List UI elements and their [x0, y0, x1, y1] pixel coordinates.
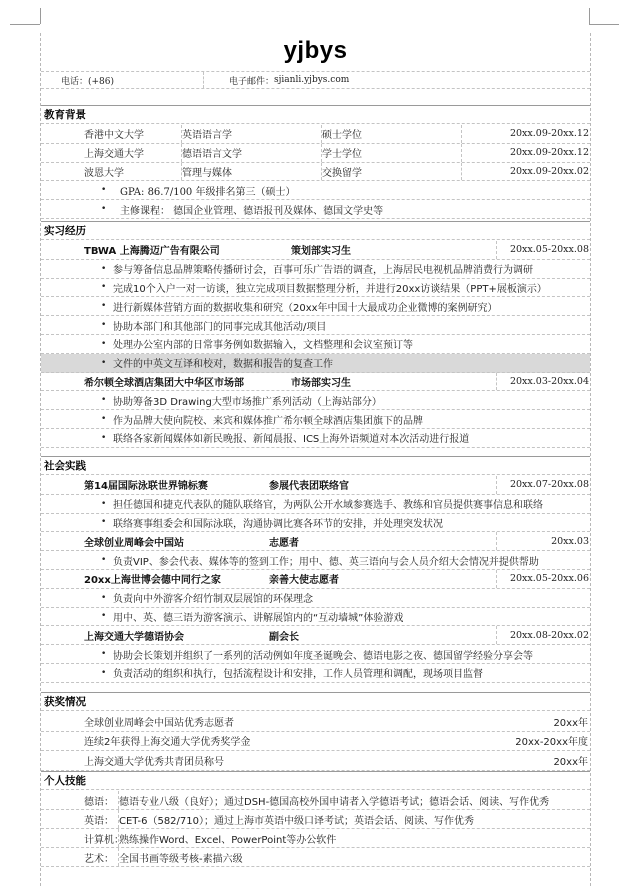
internship-company: 希尔顿全球酒店集团大中华区市场部	[84, 377, 244, 389]
social-org: 全球创业周峰会中国站	[84, 537, 184, 549]
social-header-row	[41, 532, 590, 551]
education-major: 德语语言文学	[181, 144, 322, 162]
social-bullet-text: 负责活动的组织和执行，包括流程设计和安排，工作人员管理和调配，现场项目监督	[113, 669, 483, 681]
social-bullet-row	[41, 589, 590, 608]
education-degree: 交换留学	[321, 163, 462, 181]
education-date: 20xx.09-20xx.02	[461, 163, 589, 181]
social-bullet-text: 用中、英、德三语为游客演示、讲解展馆内的“互动墙城”体验游戏	[113, 612, 404, 624]
skill-label: 德语：	[84, 796, 114, 808]
skill-row	[41, 829, 590, 848]
bullet-icon: •	[101, 282, 107, 293]
social-header-row	[41, 476, 590, 495]
bullet-icon: •	[101, 338, 107, 349]
education-school: 香港中文大学	[84, 130, 144, 142]
internship-bullet-row	[41, 279, 590, 298]
social-header-row	[41, 570, 590, 589]
section-header-social	[41, 457, 590, 475]
social-bullet-row	[41, 551, 590, 570]
contact-row	[41, 71, 590, 89]
section-header-internship	[41, 222, 590, 240]
social-role: 志愿者	[269, 537, 299, 549]
internship-header-row	[41, 241, 590, 260]
bullet-icon: •	[101, 414, 107, 425]
internship-bullet-row	[41, 316, 590, 335]
internship-bullet-text: 协助本部门和其他部门的同事完成其他活动/项目	[113, 321, 327, 333]
section-title-awards: 获奖情况	[44, 696, 86, 708]
social-role: 参展代表团联络官	[269, 481, 349, 493]
skill-text: 德语专业八级（良好）；通过DSH-德国高校外国申请者入学德语考试；德语会话、阅读、写作优秀	[118, 791, 591, 809]
crop-mark-top-right-h	[589, 24, 619, 25]
email-cell	[203, 72, 591, 88]
education-school: 上海交通大学	[84, 149, 144, 161]
social-bullet-text: 担任德国和捷克代表队的随队联络官，为两队公开水域参赛选手、教练和官员提供赛事信息和联络	[113, 500, 543, 512]
internship-role: 市场部实习生	[291, 377, 351, 389]
skill-row	[41, 791, 590, 810]
internship-bullet-row	[41, 429, 590, 448]
skill-label: 英语：	[84, 815, 114, 827]
social-bullet-row	[41, 645, 590, 664]
social-date: 20xx.08-20xx.02	[496, 626, 589, 644]
skill-label: 计算机：	[84, 834, 124, 846]
social-date: 20xx.05-20xx.06	[496, 570, 589, 588]
education-date: 20xx.09-20xx.12	[461, 125, 589, 143]
internship-bullet-text: 完成10个入户一对一访谈，独立完成项目数据整理分析，并进行20xx访谈结果（PPT+展板演示）	[113, 283, 547, 295]
education-courses: 主修课程： 德国企业管理、德语报刊及媒体、德国文学史等	[120, 205, 384, 217]
education-courses-row	[41, 200, 590, 219]
internship-header-row	[41, 373, 590, 392]
internship-bullet-text: 处理办公室内部的日常事务例如数据输入，文档整理和会议室预订等	[113, 340, 413, 352]
bullet-icon: •	[101, 649, 107, 660]
internship-bullet-row	[41, 391, 590, 410]
internship-bullet-text: 进行新媒体营销方面的数据收集和研究（20xx年中国十大最成功企业微博的案例研究）	[113, 302, 498, 314]
social-org: 20xx上海世博会德中同行之家	[84, 575, 221, 587]
section-header-education	[41, 106, 590, 124]
award-row	[41, 751, 590, 771]
social-org: 上海交通大学德语协会	[84, 631, 184, 643]
social-bullet-row	[41, 608, 590, 627]
education-school: 波恩大学	[84, 167, 124, 179]
bullet-icon: •	[101, 301, 107, 312]
social-bullet-text: 联络赛事组委会和国际泳联，沟通协调比赛各环节的安排，并处理突发状况	[113, 518, 443, 530]
bullet-icon: •	[101, 395, 107, 406]
email-label: 电子邮件：	[229, 76, 275, 87]
skill-text: 熟练操作Word、Excel、PowerPoint等办公软件	[118, 829, 591, 847]
award-date: 20xx年	[553, 756, 588, 768]
social-bullet-text: 负责VIP、参会代表、媒体等的签到工作；用中、德、英三语向与会人员介绍大会情况并提供帮助	[113, 556, 539, 568]
social-bullet-text: 负责向中外游客介绍竹制双层展馆的环保理念	[113, 594, 313, 606]
education-gpa-row	[41, 181, 590, 200]
education-row	[41, 125, 590, 144]
internship-bullet-row	[41, 335, 590, 354]
section-title-social: 社会实践	[44, 460, 86, 472]
skill-text: 全国书画等级考核-素描六级	[118, 848, 591, 866]
skill-text: CET-6（582/710）；通过上海市英语中级口译考试；英语会话、阅读、写作优秀	[118, 810, 591, 828]
crop-mark-top-right-v	[589, 8, 590, 24]
bullet-icon: •	[101, 320, 107, 331]
award-row	[41, 732, 590, 752]
internship-bullet-text: 文件的中英文互译和校对，数据和报告的复查工作	[113, 359, 333, 371]
social-date: 20xx.07-20xx.08	[496, 476, 589, 494]
bullet-icon: •	[101, 611, 107, 622]
award-name: 上海交通大学优秀共青团员称号	[84, 756, 224, 768]
skill-row	[41, 848, 590, 867]
education-degree: 学士学位	[321, 144, 462, 162]
social-date: 20xx.03	[496, 532, 589, 550]
social-org: 第14届国际泳联世界锦标赛	[84, 481, 208, 493]
education-gpa: GPA: 86.7/100 年级排名第三（硕士）	[120, 186, 296, 198]
crop-mark-top-left-h	[10, 24, 40, 25]
section-header-awards	[41, 693, 590, 711]
internship-bullet-text: 联络各家新闻媒体如新民晚报、新闻晨报、ICS上海外语频道对本次活动进行报道	[113, 434, 470, 446]
internship-bullet-row	[41, 260, 590, 279]
skill-row	[41, 810, 590, 829]
social-bullet-row	[41, 514, 590, 533]
section-title-education: 教育背景	[44, 109, 86, 121]
internship-role: 策划部实习生	[291, 246, 351, 258]
bullet-icon: •	[101, 517, 107, 528]
social-bullet-row	[41, 495, 590, 514]
section-title-skills: 个人技能	[44, 775, 86, 787]
bullet-icon: •	[101, 263, 107, 274]
crop-mark-top-left-v	[40, 8, 41, 24]
resume-page	[40, 33, 591, 886]
internship-bullet-text: 协助筹备3D Drawing大型市场推广系列活动（上海站部分）	[113, 396, 382, 408]
social-header-row	[41, 626, 590, 645]
section-title-internship: 实习经历	[44, 225, 86, 237]
phone-label: 电话：(+86)	[61, 76, 115, 87]
internship-bullet-row	[41, 410, 590, 429]
social-bullet-row	[41, 664, 590, 683]
bullet-icon: •	[101, 498, 107, 509]
bullet-icon: •	[101, 185, 107, 196]
education-date: 20xx.09-20xx.12	[461, 144, 589, 162]
bullet-icon: •	[101, 357, 107, 368]
internship-bullet-text: 参与筹备信息品牌策略传播研讨会，百事可乐广告语的调查，上海居民电视机品牌消费行为调研	[113, 265, 533, 277]
bullet-icon: •	[101, 555, 107, 566]
social-role: 亲善大使志愿者	[269, 575, 339, 587]
internship-bullet-row	[41, 297, 590, 316]
internship-company: TBWA 上海腾迈广告有限公司	[84, 246, 220, 258]
social-role: 副会长	[269, 631, 299, 643]
social-bullet-text: 协助会长策划并组织了一系列的活动例如年度圣诞晚会、德语电影之夜、德国留学经验分享会等	[113, 650, 533, 662]
internship-bullet-row	[41, 354, 590, 373]
education-degree: 硕士学位	[321, 125, 462, 143]
internship-date: 20xx.03-20xx.04	[496, 373, 589, 391]
education-major: 管理与媒体	[181, 163, 322, 181]
education-major: 英语语言学	[181, 125, 322, 143]
award-name: 连续2年获得上海交通大学优秀奖学金	[84, 737, 251, 749]
award-date: 20xx年	[553, 717, 588, 729]
internship-bullet-text: 作为品牌大使向院校、来宾和媒体推广希尔顿全球酒店集团旗下的品牌	[113, 415, 423, 427]
internship-date: 20xx.05-20xx.08	[496, 241, 589, 259]
resume-name: yjbys	[283, 37, 348, 64]
education-row	[41, 163, 590, 182]
email-value[interactable]: sjianli.yjbys.com	[274, 75, 350, 85]
bullet-icon: •	[101, 667, 107, 678]
skill-label: 艺术：	[84, 853, 114, 865]
bullet-icon: •	[101, 432, 107, 443]
bullet-icon: •	[101, 204, 107, 215]
award-name: 全球创业周峰会中国站优秀志愿者	[84, 717, 234, 729]
section-header-skills	[41, 772, 590, 790]
award-date: 20xx-20xx年度	[515, 737, 588, 749]
bullet-icon: •	[101, 592, 107, 603]
award-row	[41, 712, 590, 732]
education-row	[41, 144, 590, 163]
